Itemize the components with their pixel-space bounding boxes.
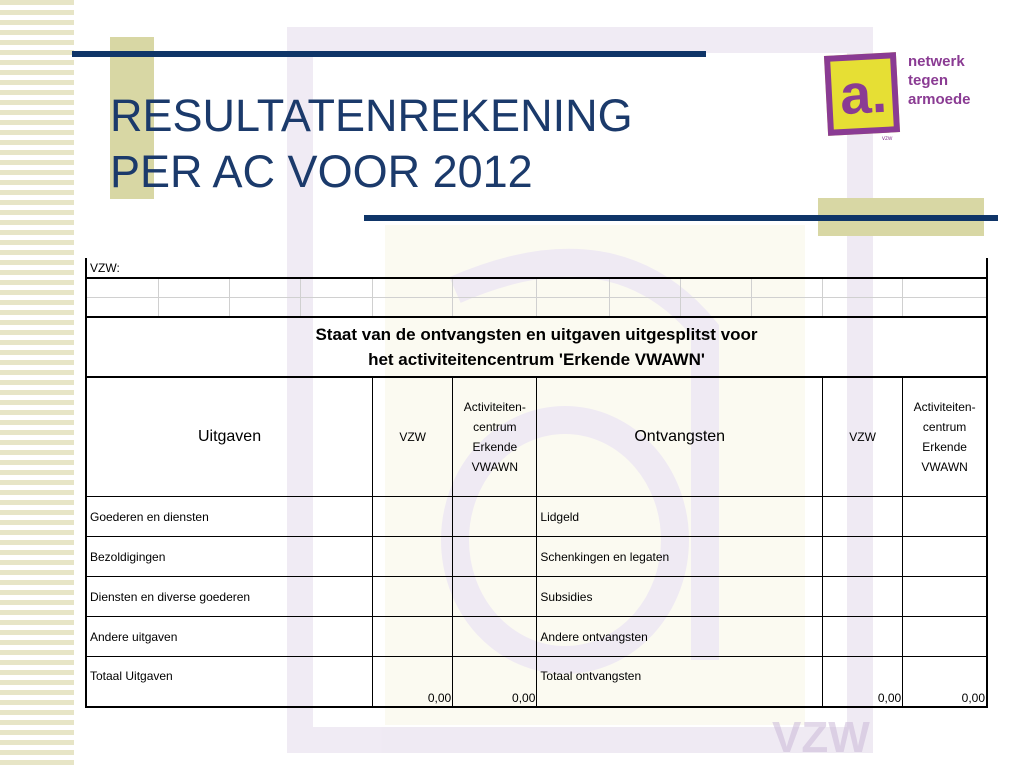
table-row <box>86 497 987 537</box>
ontvangst-vzw-cell <box>823 617 903 657</box>
grid-cell <box>537 298 609 318</box>
uitgave-label: Goederen en diensten <box>86 497 373 537</box>
totaal-ontvangsten-label: Totaal ontvangsten <box>537 657 823 708</box>
header-ac-right-line: centrum <box>922 420 967 434</box>
ontvangst-ac-cell <box>903 537 987 577</box>
header-ontvangsten: Ontvangsten <box>537 377 823 497</box>
watermark-vzw-text: VZW <box>772 713 870 762</box>
logo-wordmark <box>908 52 971 109</box>
totaal-ontvangsten-vzw: 0,00 <box>823 657 903 708</box>
ontvangst-vzw-cell <box>823 497 903 537</box>
uitgave-vzw-cell <box>373 497 453 537</box>
ontvangst-label: Schenkingen en legaten <box>537 537 823 577</box>
grid-cell <box>158 298 229 318</box>
grid-cell <box>373 298 453 318</box>
logo-vzw-label: vzw <box>882 136 893 142</box>
table-title <box>86 317 987 377</box>
header-activiteitencentrum-right <box>903 377 987 497</box>
totaal-uitgaven-vzw: 0,00 <box>373 657 453 708</box>
uitgave-vzw-cell <box>373 577 453 617</box>
grid-cell <box>86 298 158 318</box>
ontvangst-vzw-cell <box>823 577 903 617</box>
header-ac-left-line: centrum <box>473 420 517 434</box>
table-row <box>86 537 987 577</box>
totaal-ontvangsten-ac: 0,00 <box>903 657 987 708</box>
table-title-row <box>86 317 987 377</box>
header-ac-right-line: Erkende <box>922 440 967 454</box>
uitgave-vzw-cell <box>373 617 453 657</box>
empty-grid-row <box>86 298 987 318</box>
logo-word-netwerk: netwerk <box>908 53 965 70</box>
uitgave-vzw-cell <box>373 537 453 577</box>
totaal-uitgaven-label: Totaal Uitgaven <box>86 657 373 708</box>
grid-cell <box>537 278 609 298</box>
grid-cell <box>453 278 537 298</box>
grid-cell <box>751 298 822 318</box>
table-row <box>86 577 987 617</box>
table-row <box>86 617 987 657</box>
table-title-line-2: het activiteitencentrum 'Erkende VWAWN' <box>368 350 705 369</box>
grid-cell <box>823 298 903 318</box>
ontvangst-ac-cell <box>903 497 987 537</box>
header-ac-left-line: Activiteiten- <box>463 400 526 414</box>
grid-cell <box>158 278 229 298</box>
grid-cell <box>680 298 751 318</box>
grid-cell <box>903 258 987 278</box>
vzw-label: VZW: <box>90 260 120 275</box>
empty-grid-row <box>86 278 987 298</box>
grid-cell <box>373 278 453 298</box>
ontvangst-label: Subsidies <box>537 577 823 617</box>
ontvangst-vzw-cell <box>823 537 903 577</box>
uitgave-ac-cell <box>453 537 537 577</box>
grid-cell <box>300 278 372 298</box>
grid-cell <box>903 298 987 318</box>
totaal-uitgaven-ac: 0,00 <box>453 657 537 708</box>
ontvangst-label: Andere ontvangsten <box>537 617 823 657</box>
grid-cell <box>86 278 158 298</box>
grid-cell <box>609 298 680 318</box>
header-uitgaven: Uitgaven <box>86 377 373 497</box>
logo-mark-glyph: a. <box>838 60 889 127</box>
uitgave-ac-cell <box>453 497 537 537</box>
slide-title-line-1: RESULTATENREKENING <box>110 90 633 141</box>
results-table <box>85 258 988 708</box>
table-header-row <box>86 377 987 497</box>
logo-mark-box <box>824 52 900 136</box>
top-rule <box>72 51 706 57</box>
grid-cell <box>823 258 903 278</box>
grid-cell <box>609 278 680 298</box>
grid-cell <box>823 278 903 298</box>
logo-word-tegen: tegen <box>908 72 949 89</box>
grid-cell <box>300 298 372 318</box>
header-ac-right-line: Activiteiten- <box>913 400 976 414</box>
vzw-row <box>86 258 987 278</box>
grid-cell <box>453 298 537 318</box>
ontvangst-ac-cell <box>903 617 987 657</box>
striped-margin-decoration <box>0 0 74 768</box>
logo-word-armoede: armoede <box>908 91 971 108</box>
header-vzw-left: VZW <box>373 377 453 497</box>
grid-cell <box>903 278 987 298</box>
ontvangst-ac-cell <box>903 577 987 617</box>
uitgave-ac-cell <box>453 617 537 657</box>
slide-title-line-2: PER AC VOOR 2012 <box>110 146 533 197</box>
slide-title <box>110 88 633 200</box>
header-ac-left-line: Erkende <box>472 440 518 454</box>
uitgave-label: Andere uitgaven <box>86 617 373 657</box>
header-vzw-right: VZW <box>823 377 903 497</box>
header-activiteitencentrum-left <box>453 377 537 497</box>
header-ac-left-line: VWAWN <box>471 460 519 474</box>
netwerk-tegen-armoede-logo <box>822 50 992 150</box>
ontvangst-label: Lidgeld <box>537 497 823 537</box>
header-ac-right-line: VWAWN <box>921 460 968 474</box>
grid-cell <box>229 278 300 298</box>
vzw-label-cell <box>86 258 823 278</box>
totals-row <box>86 657 987 708</box>
table-title-line-1: Staat van de ontvangsten en uitgaven uitgesplitst voor <box>315 325 758 344</box>
uitgave-label: Diensten en diverse goederen <box>86 577 373 617</box>
uitgave-ac-cell <box>453 577 537 617</box>
bottom-rule <box>364 215 998 221</box>
uitgave-label: Bezoldigingen <box>86 537 373 577</box>
slide-title-block <box>110 88 633 200</box>
grid-cell <box>680 278 751 298</box>
grid-cell <box>751 278 822 298</box>
grid-cell <box>229 298 300 318</box>
